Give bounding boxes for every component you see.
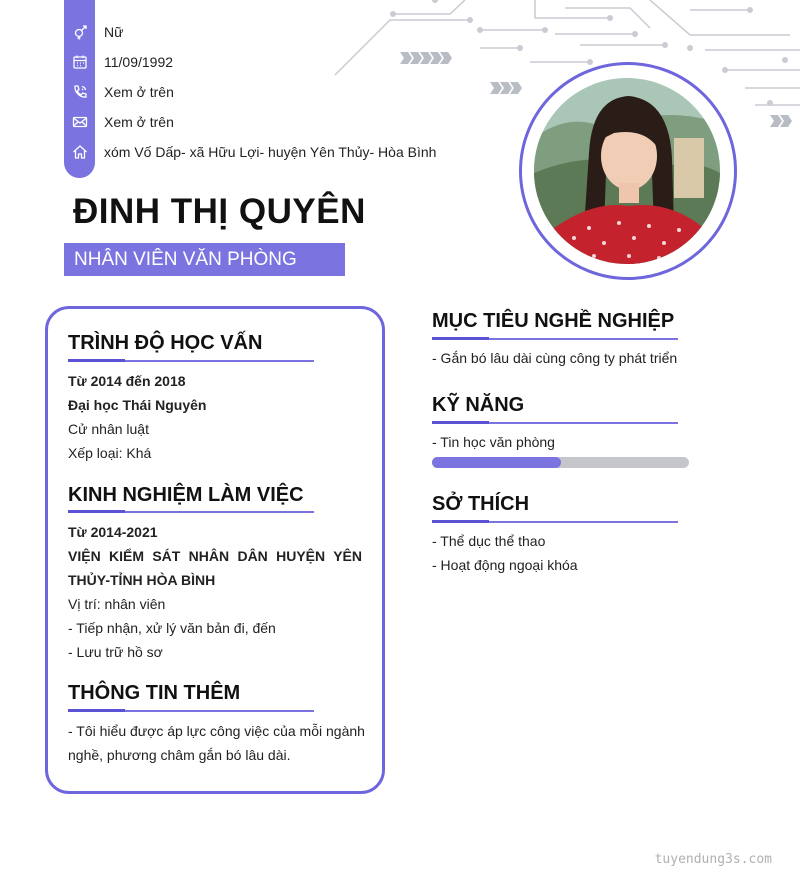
contact-gender: [64, 20, 123, 44]
gender-icon: [64, 20, 95, 44]
experience-org-line1: VIỆN KIỂM SÁT NHÂN DÂN HUYỆN YÊN: [68, 548, 362, 564]
extra-info-heading: THÔNG TIN THÊM: [68, 682, 241, 704]
objective-text: - Gắn bó lâu dài cùng công ty phát triển: [432, 350, 678, 366]
experience-heading: KINH NGHIỆM LÀM VIỆC: [68, 484, 304, 506]
extra-info-divider-accent: [68, 709, 125, 712]
extra-info-line: - Tôi hiểu được áp lực công việc của mỗi ngành: [68, 723, 365, 739]
candidate-name: ĐINH THỊ QUYÊN: [73, 192, 366, 231]
phone-icon: [64, 80, 95, 104]
hobby-item: - Hoạt động ngoại khóa: [432, 557, 578, 573]
avatar: [534, 78, 720, 264]
skills-divider-accent: [432, 421, 489, 424]
experience-org-line2: THỦY-TỈNH HÒA BÌNH: [68, 572, 216, 588]
contact-email: [64, 110, 174, 134]
education-period: Từ 2014 đến 2018: [68, 373, 186, 389]
envelope-icon: [64, 110, 95, 134]
skill-level-bar: [432, 457, 689, 468]
contact-birthday: [64, 50, 173, 74]
site-watermark: tuyendung3s.com: [654, 852, 772, 867]
skill-label: - Tin học văn phòng: [432, 434, 555, 450]
experience-duty: - Lưu trữ hồ sơ: [68, 644, 163, 660]
objective-divider-accent: [432, 337, 489, 340]
email-text: Xem ở trên: [104, 114, 174, 130]
experience-divider-accent: [68, 510, 125, 513]
education-heading: TRÌNH ĐỘ HỌC VẤN: [68, 332, 263, 354]
experience-role: Vị trí: nhân viên: [68, 596, 166, 612]
education-degree: Cử nhân luật: [68, 421, 149, 437]
education-school: Đại học Thái Nguyên: [68, 397, 207, 413]
birthday-text: 11/09/1992: [104, 54, 174, 70]
objective-heading: MỤC TIÊU NGHỀ NGHIỆP: [432, 310, 675, 332]
address-text: xóm Vố Dấp- xã Hữu Lợi- huyện Yên Thủy- Hòa Bình: [104, 144, 437, 160]
extra-info-line: nghề, phương châm gắn bó lâu dài.: [68, 747, 291, 763]
gender-text: Nữ: [104, 24, 124, 40]
hobbies-divider-accent: [432, 520, 489, 523]
education-grade: Xếp loại: Khá: [68, 445, 152, 461]
hobbies-heading: SỞ THÍCH: [432, 493, 530, 515]
experience-period: Từ 2014-2021: [68, 524, 158, 540]
home-icon: [64, 140, 95, 164]
phone-text: Xem ở trên: [104, 84, 174, 100]
contact-address: [64, 140, 436, 164]
experience-duty: - Tiếp nhận, xử lý văn bản đi, đến: [68, 620, 276, 636]
skills-heading: KỸ NĂNG: [432, 394, 525, 416]
skill-level-fill: [432, 457, 561, 468]
job-title-banner: NHÂN VIÊN VĂN PHÒNG: [64, 243, 345, 276]
calendar-icon: [64, 50, 95, 74]
contact-phone: [64, 80, 174, 104]
education-divider-accent: [68, 359, 125, 362]
hobby-item: - Thể dục thể thao: [432, 533, 546, 549]
